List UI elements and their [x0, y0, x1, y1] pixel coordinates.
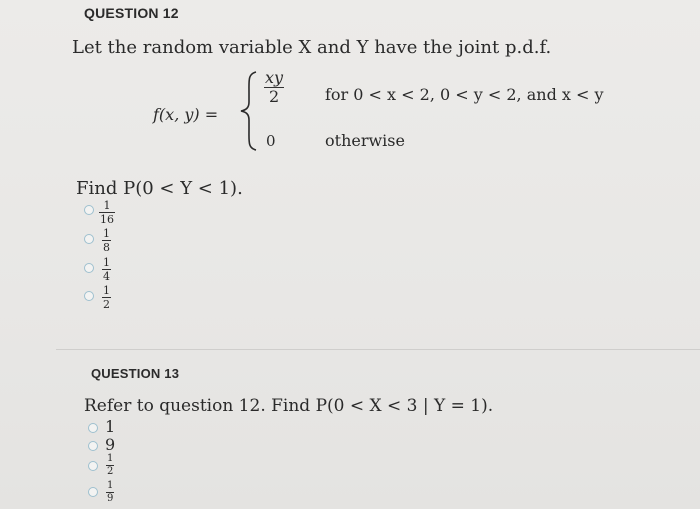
case2-value: 0 [266, 132, 276, 150]
q12-option-4-radio[interactable] [84, 291, 94, 301]
q13-option-1-label[interactable]: 1 [105, 417, 116, 436]
option-numerator: 1 [107, 453, 114, 464]
option-numerator: 1 [107, 480, 114, 491]
q13-option-1-radio[interactable] [88, 423, 98, 433]
question-13-heading: QUESTION 13 [91, 366, 180, 381]
option-denominator: 2 [107, 466, 114, 477]
case1-condition: for 0 < x < 2, 0 < y < 2, and x < y [325, 85, 604, 104]
q12-option-4-label[interactable] [102, 285, 111, 310]
question-12-prompt: Find P(0 < Y < 1). [76, 178, 243, 199]
option-denominator: 9 [107, 493, 114, 504]
q12-option-2-label[interactable] [102, 228, 111, 253]
option-denominator: 2 [103, 298, 110, 311]
option-denominator: 8 [103, 241, 110, 254]
case2-condition: otherwise [325, 131, 405, 150]
option-denominator: 4 [103, 270, 110, 283]
q12-option-1-label[interactable] [99, 200, 115, 225]
option-numerator: 1 [103, 256, 110, 269]
q12-option-3-label[interactable] [102, 257, 111, 282]
q13-option-2-radio[interactable] [88, 441, 98, 451]
case1-numerator: xy [265, 68, 284, 87]
case1-denominator: 2 [268, 87, 280, 106]
option-numerator: 1 [103, 284, 110, 297]
q13-option-3-label[interactable] [106, 454, 114, 477]
pdf-lhs: f(x, y) = [153, 105, 219, 124]
left-brace [238, 70, 260, 152]
option-numerator: 1 [103, 199, 111, 212]
q12-option-1-radio[interactable] [84, 205, 94, 215]
case1-fraction [264, 70, 284, 105]
question-divider [56, 349, 700, 350]
q13-option-3-radio[interactable] [88, 461, 98, 471]
q12-option-2-radio[interactable] [84, 234, 94, 244]
q13-option-4-label[interactable] [106, 481, 114, 504]
q12-option-3-radio[interactable] [84, 263, 94, 273]
q13-option-4-radio[interactable] [88, 487, 98, 497]
question-13-prompt: Refer to question 12. Find P(0 < X < 3 | Y = 1). [84, 396, 494, 416]
q13-option-2-label[interactable]: 9 [105, 435, 116, 454]
question-12-heading: QUESTION 12 [84, 5, 179, 21]
option-denominator: 16 [100, 213, 114, 226]
question-12-intro: Let the random variable X and Y have the joint p.d.f. [72, 37, 552, 58]
option-numerator: 1 [103, 227, 110, 240]
